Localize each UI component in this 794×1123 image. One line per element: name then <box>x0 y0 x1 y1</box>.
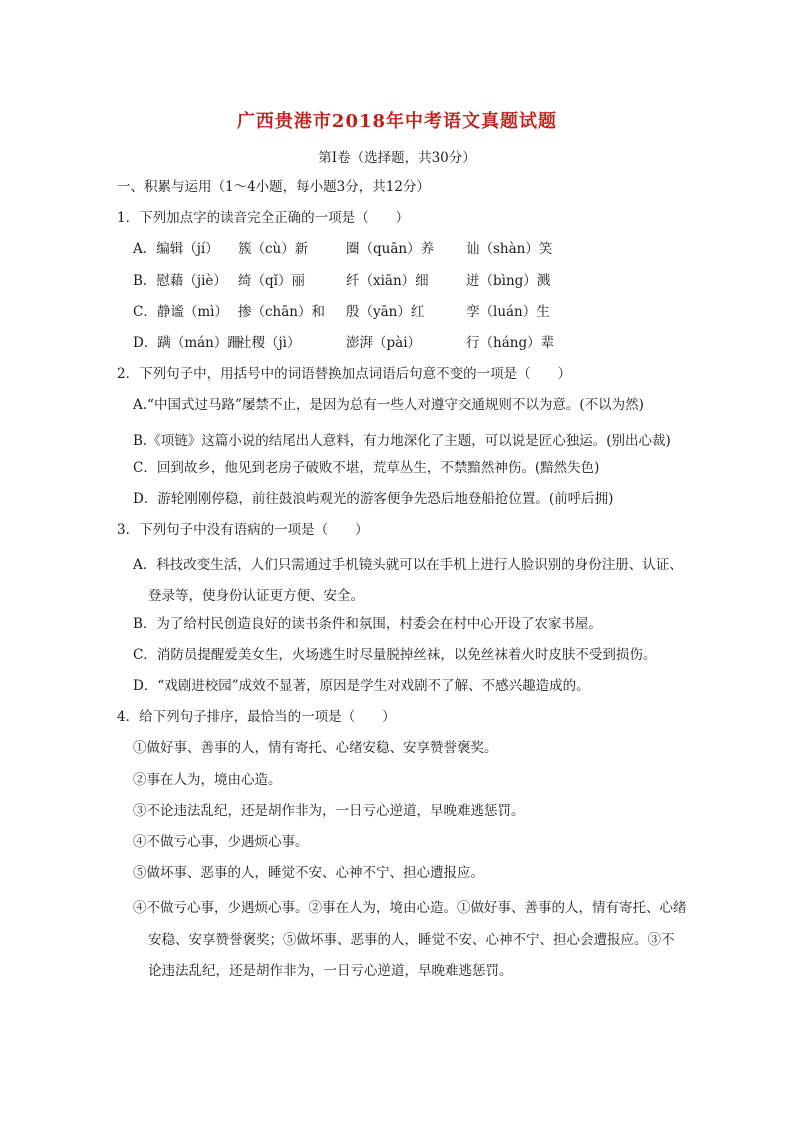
q1-c-item-3: 殷（yān）红 <box>346 303 425 320</box>
q1-option-a <box>117 238 687 269</box>
question-2-stem: 2．下列句子中，用括号中的词语替换加点词语后句意不变的一项是（ ） <box>117 366 572 383</box>
section-header: 第Ⅰ卷（选择题，共30分） <box>318 150 476 166</box>
q1-b-item-2: 绮（qǐ）丽 <box>238 272 305 289</box>
q1-b-item-1: B．慰藉（jiè） <box>133 272 227 289</box>
q4-sentence-4: ④不做亏心事，少遇烦心事。 <box>133 833 309 850</box>
q2-option-a: A.“中国式过马路”屡禁不止，是因为总有一些人对遵守交通规则不以为意。(不以为然) <box>133 397 644 414</box>
q4-ordered-passage: ④不做亏心事，少遇烦心事。②事在人为，境由心造。①做好事、善事的人，情有寄托、心绪安稳、安享赞誉褒奖；⑤做坏事、恶事的人，睡觉不安、心神不宁、担心会遭报应。③不论违法乱纪，还是胡作非为，一日亏心逆道，早晚难逃惩罚。 <box>133 900 687 979</box>
q1-a-item-4: 讪（shàn）笑 <box>466 241 553 258</box>
q3-option-b: B．为了给村民创造良好的读书条件和氛围，村委会在村中心开设了农家书屋。 <box>133 615 602 632</box>
q2-option-c: C．回到故乡，他见到老房子破败不堪，荒草丛生，不禁黯然神伤。(黯然失色) <box>133 459 600 476</box>
q1-a-item-2: 簇（cù）新 <box>238 241 309 258</box>
q3-option-a: A．科技改变生活，人们只需通过手机镜头就可以在手机上进行人脸识别的身份注册、认证、登录等，使身份认证更方便、安全。 <box>133 557 683 605</box>
q1-c-item-2: 掺（chān）和 <box>238 303 325 320</box>
part-heading: 一、积累与运用（1～4小题，每小题3分，共12分） <box>117 179 430 195</box>
q1-c-item-4: 孪（luán）生 <box>466 303 550 320</box>
q2-option-b: B.《项链》这篇小说的结尾出人意料，有力地深化了主题，可以说是匠心独运。(别出心裁) <box>133 432 671 449</box>
question-3-stem: 3．下列句子中没有语病的一项是（ ） <box>117 522 369 539</box>
q4-sentence-2: ②事在人为，境由心造。 <box>133 771 282 788</box>
q4-sentence-3: ③不论违法乱纪，还是胡作非为，一日亏心逆道，早晚难逃惩罚。 <box>133 802 525 819</box>
q1-b-item-3: 纤（xiān）细 <box>346 272 429 289</box>
q2-option-d: D．游轮刚刚停稳，前往鼓浪屿观光的游客便争先恐后地登船抢位置。(前呼后拥) <box>133 490 614 507</box>
q1-option-c <box>117 301 687 332</box>
q1-a-item-3: 圈（quān）养 <box>346 241 435 258</box>
q1-d-item-4: 行（háng）辈 <box>466 334 555 351</box>
q1-option-d <box>117 332 687 363</box>
q1-b-item-4: 迸（bìng）溅 <box>466 272 551 289</box>
q1-option-b <box>117 270 687 301</box>
question-1-stem: 1．下列加点字的读音完全正确的一项是（ ） <box>117 210 410 227</box>
q4-sentence-1: ①做好事、善事的人，情有寄托、心绪安稳、安享赞誉褒奖。 <box>133 740 498 757</box>
page-title: 广西贵港市2018年中考语文真题试题 <box>236 111 558 132</box>
q3-option-c: C．消防员提醒爱美女生，火场逃生时尽量脱掉丝袜，以免丝袜着火时皮肤不受到损伤。 <box>133 646 657 663</box>
exam-content <box>117 176 687 987</box>
q1-d-item-3: 澎湃（pài） <box>346 334 422 351</box>
q3-option-d: D．“戏剧进校园”成效不显著，原因是学生对戏剧不了解、不感兴趣造成的。 <box>133 678 590 695</box>
q1-c-item-1: C．静谧（mì） <box>133 303 228 320</box>
q1-d-item-1: D．蹒（mán）跚 <box>133 334 241 351</box>
question-4-stem: 4．给下列句子排序，最恰当的一项是（ ） <box>117 709 396 726</box>
q1-a-item-1: A．编辑（jí） <box>133 241 219 258</box>
q4-sentence-5: ⑤做坏事、恶事的人，睡觉不安、心神不宁、担心遭报应。 <box>133 865 484 882</box>
q1-d-item-2: 社稷（jì） <box>238 334 301 351</box>
